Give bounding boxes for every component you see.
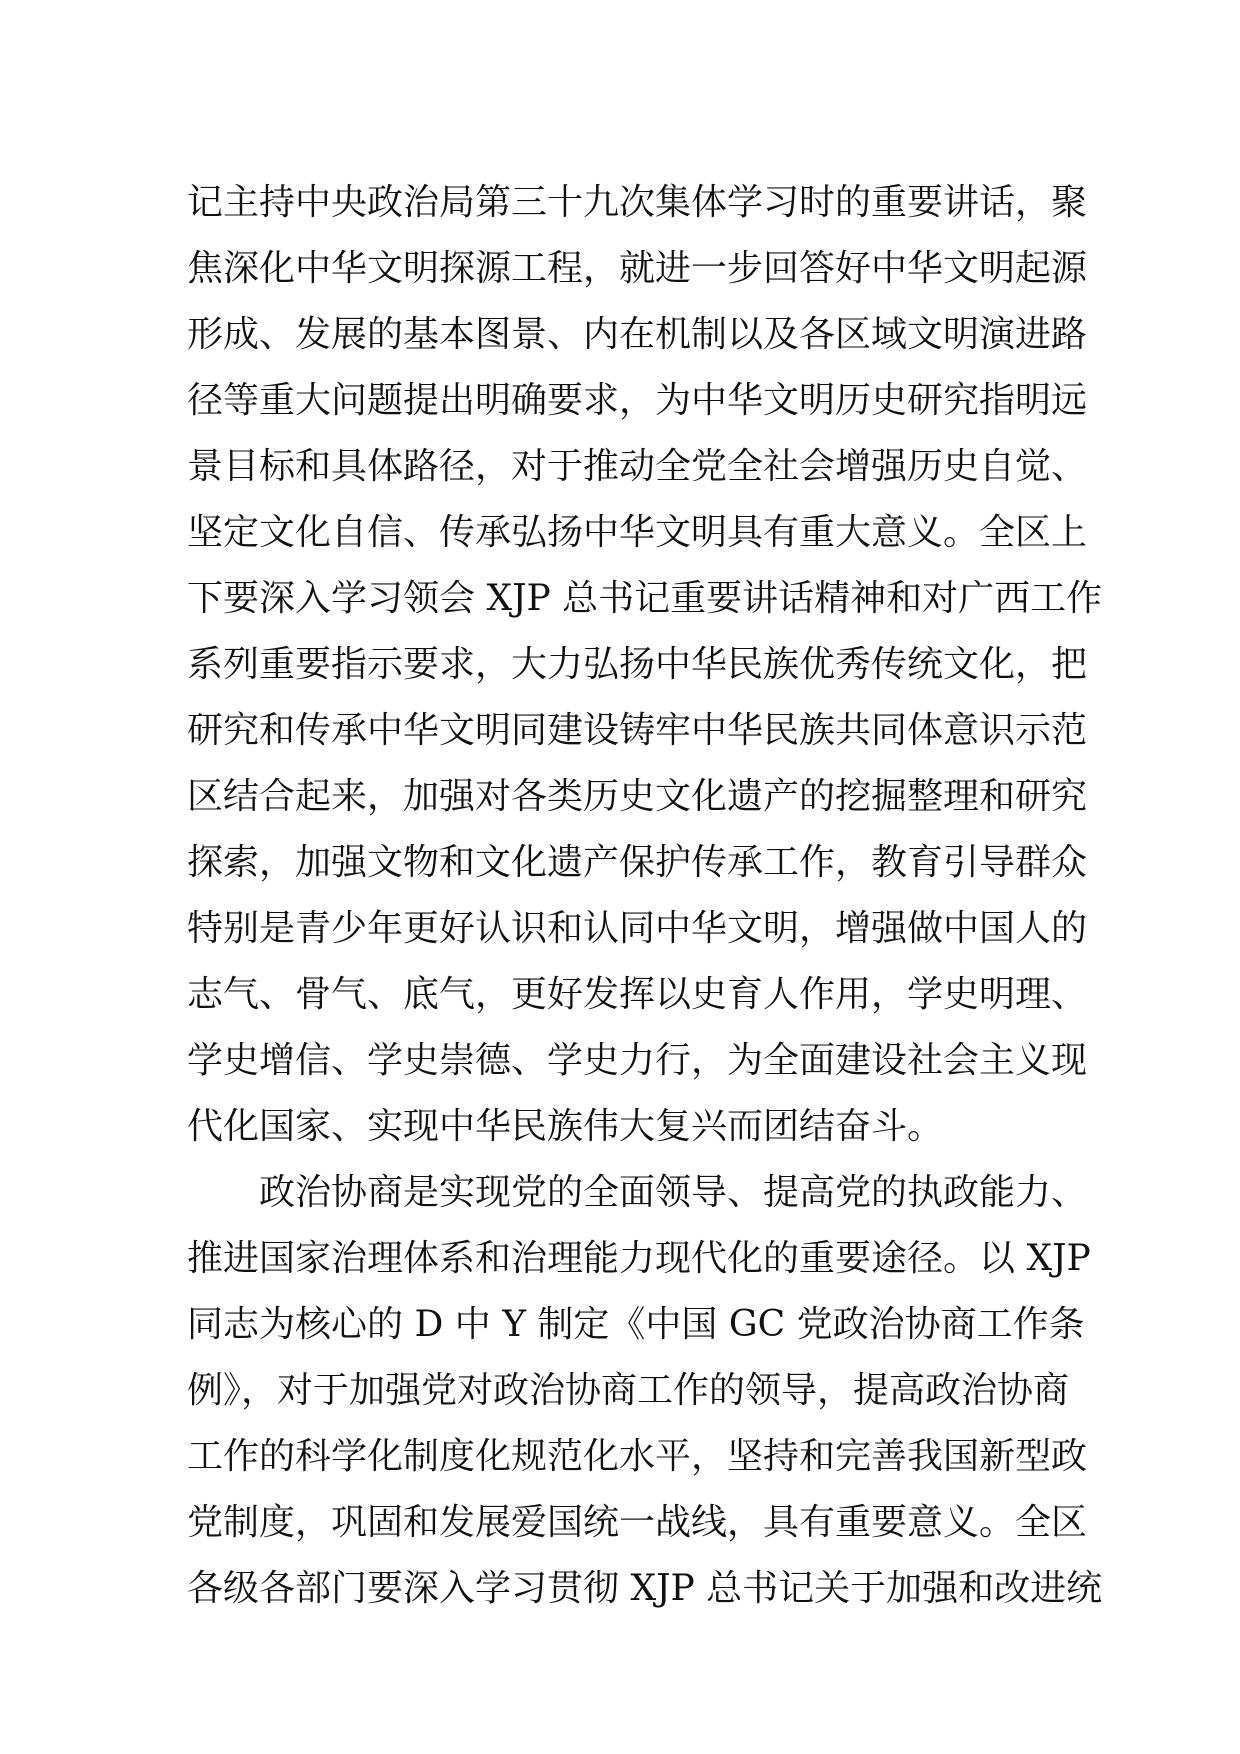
text-line: 特别是青少年更好认识和认同中华文明，增强做中国人的: [187, 908, 1088, 949]
text-line: 研究和传承中华文明同建设铸牢中华民族共同体意识示范: [187, 710, 1088, 751]
text-line: 工作的科学化制度化规范化水平，坚持和完善我国新型政: [187, 1436, 1088, 1477]
text-line: 例》，对于加强党对政治协商工作的领导，提高政治协商: [187, 1370, 1070, 1411]
text-line: 党制度，巩固和发展爱国统一战线，具有重要意义。全区: [187, 1502, 1088, 1543]
text-line: 形成、发展的基本图景、内在机制以及各区域文明演进路: [187, 314, 1088, 355]
document-body: [187, 170, 1103, 1622]
text-line: 记主持中央政治局第三十九次集体学习时的重要讲话，聚: [187, 182, 1088, 223]
paragraph-2: [187, 1160, 1103, 1622]
text-line: 系列重要指示要求，大力弘扬中华民族优秀传统文化，把: [187, 644, 1088, 685]
paragraph-1: [187, 170, 1103, 1160]
text-line: 下要深入学习领会 XJP 总书记重要讲话精神和对广西工作: [187, 578, 1103, 619]
text-line: 景目标和具体路径，对于推动全党全社会增强历史自觉、: [187, 446, 1088, 487]
text-line: 同志为核心的 D 中 Y 制定《中国 GC 党政治协商工作条: [187, 1304, 1085, 1345]
text-line: 径等重大问题提出明确要求，为中华文明历史研究指明远: [187, 380, 1088, 421]
text-line: 各级各部门要深入学习贯彻 XJP 总书记关于加强和改进统: [187, 1568, 1103, 1609]
text-line: 区结合起来，加强对各类历史文化遗产的挖掘整理和研究: [187, 776, 1088, 817]
text-line: 焦深化中华文明探源工程，就进一步回答好中华文明起源: [187, 248, 1088, 289]
text-line: 探索，加强文物和文化遗产保护传承工作，教育引导群众: [187, 842, 1088, 883]
text-line: 志气、骨气、底气，更好发挥以史育人作用，学史明理、: [187, 974, 1088, 1015]
text-line: 代化国家、实现中华民族伟大复兴而团结奋斗。: [187, 1106, 944, 1147]
text-line: 政治协商是实现党的全面领导、提高党的执政能力、: [259, 1172, 1088, 1213]
text-line: 学史增信、学史崇德、学史力行，为全面建设社会主义现: [187, 1040, 1088, 1081]
text-line: 坚定文化自信、传承弘扬中华文明具有重大意义。全区上: [187, 512, 1088, 553]
text-line: 推进国家治理体系和治理能力现代化的重要途径。以 XJP: [187, 1238, 1091, 1279]
